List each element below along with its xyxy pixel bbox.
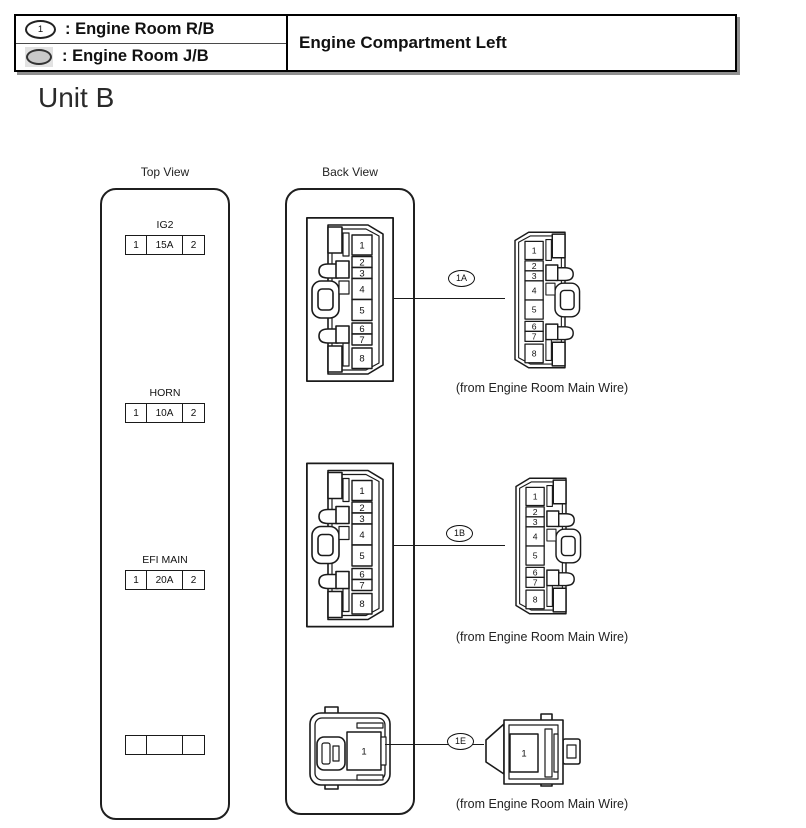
connector-pin-number: 3 bbox=[359, 513, 365, 525]
connector-pin-number: 4 bbox=[359, 529, 365, 541]
fuse-pin: 2 bbox=[190, 407, 197, 419]
legend-row-engine-room-rb bbox=[16, 16, 286, 44]
junction-block-oval-icon bbox=[25, 47, 53, 67]
fuse-rating: 10A bbox=[147, 404, 183, 422]
connector-pin-number: 1 bbox=[359, 240, 365, 252]
connector-body-icon bbox=[486, 714, 580, 786]
unit-title: Unit B bbox=[38, 82, 115, 113]
connector-pin-number: 5 bbox=[359, 550, 365, 562]
relay-block-oval-icon bbox=[25, 20, 56, 39]
connector-note-1a: (from Engine Room Main Wire) bbox=[455, 381, 629, 395]
connector-pin-number: 6 bbox=[532, 567, 538, 578]
connector-back-view-1e bbox=[307, 706, 395, 790]
connector-1pin-svg bbox=[307, 706, 395, 790]
back-view-label: Back View bbox=[322, 165, 378, 179]
connector-pin-number: 1 bbox=[521, 748, 527, 760]
connector-pin-number: 6 bbox=[359, 323, 365, 335]
fuse-efi-main bbox=[100, 554, 230, 590]
connector-pin-number: 2 bbox=[359, 502, 365, 514]
connector-pin-number: 2 bbox=[359, 257, 365, 269]
fuse-pin bbox=[126, 736, 147, 754]
connector-pin-number: 5 bbox=[531, 304, 537, 315]
connector-body-icon bbox=[515, 232, 580, 367]
connector-pin-number: 8 bbox=[531, 348, 537, 359]
connector-pin-number: 6 bbox=[359, 569, 365, 581]
connector-1a bbox=[505, 223, 585, 377]
fuse-pin: 1 bbox=[126, 236, 147, 254]
location-title: Engine Compartment Left bbox=[299, 33, 507, 52]
fuse-rating: 20A bbox=[147, 571, 183, 589]
connector-pin-number: 7 bbox=[531, 331, 537, 342]
connector-note-1b: (from Engine Room Main Wire) bbox=[455, 630, 629, 644]
leader-line-1a bbox=[393, 298, 505, 299]
fuse-ig2 bbox=[100, 219, 230, 255]
connector-pin-number: 4 bbox=[359, 284, 365, 296]
connector-8pin-svg bbox=[505, 223, 585, 377]
connector-body-icon bbox=[307, 463, 393, 626]
fuse-pin: 2 bbox=[190, 239, 197, 251]
connector-body-icon bbox=[310, 707, 390, 789]
connector-pin-number: 8 bbox=[359, 599, 365, 611]
header-legend bbox=[16, 16, 288, 70]
connector-1b bbox=[506, 469, 586, 623]
fuse-pin bbox=[183, 736, 204, 754]
fuse-name: HORN bbox=[149, 387, 181, 399]
connector-pin-number: 5 bbox=[532, 550, 538, 561]
connector-id-badge-1b: 1B bbox=[446, 525, 473, 542]
connector-pin-number: 8 bbox=[359, 353, 365, 365]
connector-pin-number: 2 bbox=[531, 261, 537, 271]
connector-pin-number: 7 bbox=[359, 580, 365, 592]
relay-block-icon-number: 1 bbox=[37, 23, 44, 35]
connector-pin-number: 1 bbox=[361, 746, 367, 758]
connector-8pin-svg bbox=[306, 462, 394, 628]
connector-pin-number: 7 bbox=[359, 334, 365, 346]
connector-pin-number: 5 bbox=[359, 305, 365, 317]
legend-label-rb: : Engine Room R/B bbox=[65, 19, 215, 38]
connector-id-badge-1e: 1E bbox=[447, 733, 474, 750]
connector-1e bbox=[484, 712, 584, 788]
connector-pin-number: 7 bbox=[532, 577, 538, 588]
fuse-pin: 1 bbox=[126, 404, 147, 422]
connector-pin-number: 1 bbox=[531, 245, 537, 256]
fuse-horn bbox=[100, 387, 230, 423]
connector-pin-number: 8 bbox=[532, 594, 538, 605]
connector-pin-number: 1 bbox=[532, 491, 538, 502]
fuse-box bbox=[125, 570, 205, 590]
connector-pin-number: 4 bbox=[531, 285, 537, 296]
fuse-name: EFI MAIN bbox=[142, 554, 188, 566]
connector-pin-number: 4 bbox=[532, 531, 538, 542]
connector-back-view-1a bbox=[306, 217, 394, 382]
connector-pin-number: 3 bbox=[531, 271, 537, 281]
connector-pin-number: 1 bbox=[359, 485, 365, 497]
header-table bbox=[14, 14, 737, 72]
connector-note-1e: (from Engine Room Main Wire) bbox=[455, 797, 629, 811]
connector-pin-number: 2 bbox=[532, 507, 538, 517]
fuse-pin: 2 bbox=[190, 574, 197, 586]
fuse-box bbox=[125, 235, 205, 255]
connector-body-icon bbox=[307, 218, 393, 381]
connector-8pin-svg bbox=[506, 469, 586, 623]
connector-body-icon bbox=[516, 478, 581, 613]
connector-pin-number: 3 bbox=[359, 268, 365, 280]
legend-label-jb: : Engine Room J/B bbox=[62, 47, 209, 66]
leader-line-1b bbox=[393, 545, 505, 546]
connector-id-badge-1a: 1A bbox=[448, 270, 475, 287]
junction-block-oval-shape bbox=[26, 49, 52, 65]
connector-pin-number: 3 bbox=[532, 517, 538, 527]
fuse-rating bbox=[147, 736, 183, 754]
connector-8pin-svg bbox=[306, 217, 394, 382]
connector-back-view-1b bbox=[306, 462, 394, 628]
connector-1pin-svg bbox=[484, 712, 584, 788]
fuse-slot-empty bbox=[100, 719, 230, 755]
fuse-rating: 15A bbox=[147, 236, 183, 254]
fuse-box bbox=[125, 735, 205, 755]
fuse-box bbox=[125, 403, 205, 423]
fuse-name: IG2 bbox=[156, 219, 174, 231]
connector-pin-number: 6 bbox=[531, 321, 537, 332]
top-view-label: Top View bbox=[140, 165, 190, 179]
fuse-name bbox=[100, 719, 230, 732]
fuse-pin: 1 bbox=[126, 571, 147, 589]
legend-row-engine-room-jb bbox=[16, 44, 286, 71]
